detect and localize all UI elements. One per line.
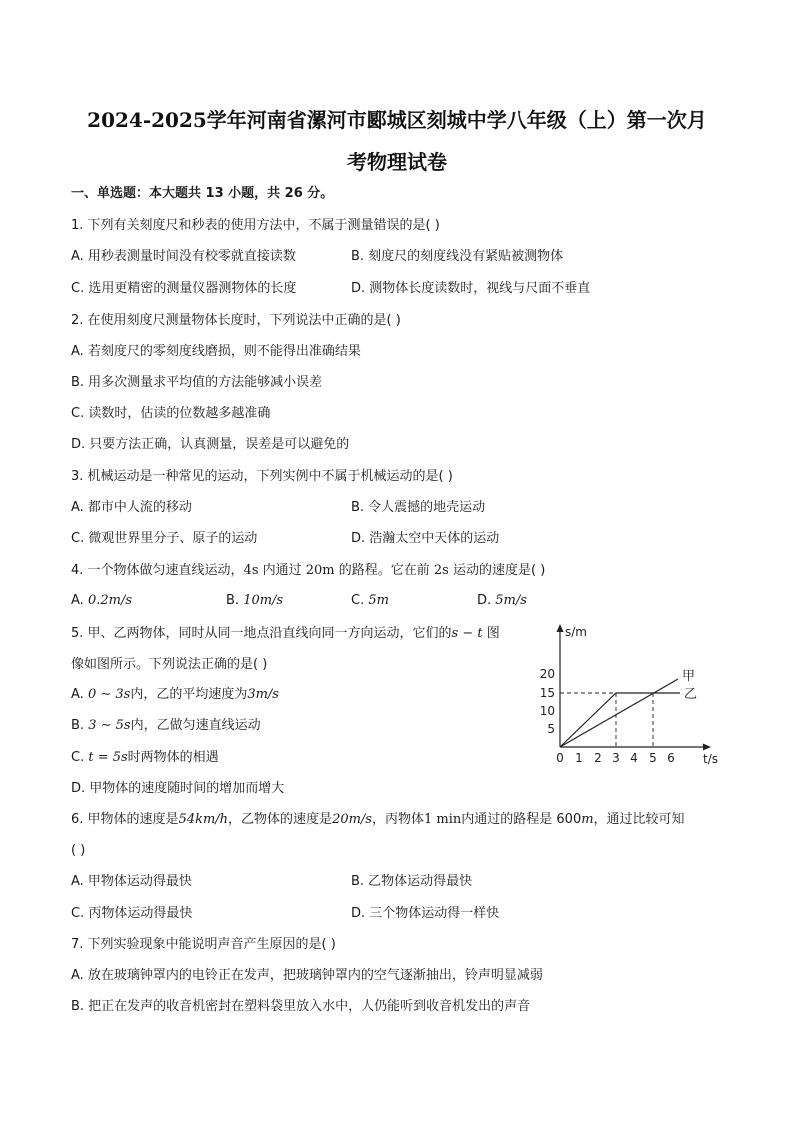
q4-time-first: 2s	[433, 563, 449, 578]
q5-stem-a: 5. 甲、乙两物体，同时从同一地点沿直线向同一方向运动，它们的	[71, 626, 452, 641]
q3-option-a: A. 都市中人流的移动	[71, 500, 192, 515]
q4-stem-d: 运动的速度是( )	[448, 563, 546, 578]
q6-speed-yi: 20m/s	[332, 812, 372, 827]
xtick-2: 2	[594, 751, 602, 765]
ytick-5: 5	[547, 722, 555, 736]
q6-stem-a: 6. 甲物体的速度是	[71, 812, 179, 827]
q5-option-b-label: B.	[71, 718, 89, 733]
q6-time: 1 min	[424, 812, 462, 827]
xtick-6: 6	[667, 751, 675, 765]
q6-stem-e: ，通过比较可知	[593, 812, 685, 827]
q5-stem-line2: 像如图所示。下列说法正确的是( )	[71, 657, 268, 672]
q6-unit: m	[581, 812, 594, 827]
q4-option-a	[71, 592, 132, 610]
q7-option-b: B. 把正在发声的收音机密封在塑料袋里放入水中，人仍能听到收音机发出的声音	[71, 999, 531, 1014]
q4-option-b	[226, 592, 283, 610]
label-yi: 乙	[684, 687, 698, 702]
q5-stem-b: 图	[482, 626, 500, 641]
q4-option-d-value: 5m/s	[495, 593, 527, 608]
q4-option-a-value: 0.2m/s	[87, 593, 132, 608]
q4-option-c	[351, 592, 389, 610]
q4-stem-b: 内通过	[258, 563, 306, 578]
xtick-4: 4	[630, 751, 638, 765]
q4-option-b-value: 10m/s	[243, 593, 284, 608]
page-title-line2: 考物理试卷	[347, 150, 447, 174]
q6-speed-jia: 54km/h	[178, 812, 229, 827]
q3-option-b: B. 令人震撼的地壳运动	[351, 500, 486, 515]
x-axis-label: t/s	[703, 752, 718, 766]
q4-time-total: 4s	[243, 563, 259, 578]
q1-option-d: D. 测物体长度读数时，视线与尺面不垂直	[351, 281, 591, 296]
q5-option-a-range: 0 ∼ 3s	[87, 687, 131, 702]
q6-option-c: C. 丙物体运动得最快	[71, 906, 193, 921]
y-axis-arrow	[557, 624, 564, 632]
q2-option-b: B. 用多次测量求平均值的方法能够减小误差	[71, 375, 323, 390]
q4-option-d-label: D.	[477, 593, 496, 608]
q5-option-a-label: A.	[71, 687, 88, 702]
q6-option-d: D. 三个物体运动得一样快	[351, 906, 500, 921]
x-axis-arrow	[703, 744, 711, 751]
q3-stem: 3. 机械运动是一种常见的运动，下列实例中不属于机械运动的是( )	[71, 469, 453, 484]
q4-option-d	[477, 592, 527, 610]
q6-stem-b: ，乙物体的速度是	[228, 812, 333, 827]
section-heading: 一、单选题：本大题共 13 小题，共 26 分。	[71, 186, 334, 201]
q7-stem: 7. 下列实验现象中能说明声音产生原因的是( )	[71, 937, 336, 952]
q3-option-c: C. 微观世界里分子、原子的运动	[71, 531, 258, 546]
q4-stem-a: 4. 一个物体做匀速直线运动，	[71, 563, 244, 578]
q6-stem-c: ，丙物体	[371, 812, 424, 827]
ytick-15: 15	[539, 686, 555, 700]
q5-option-b-text: 内，乙做匀速直线运动	[130, 718, 261, 733]
q6-stem-d: 内通过的路程是 600	[461, 812, 582, 827]
q5-option-c	[71, 749, 219, 767]
q5-option-c-time: t = 5s	[88, 750, 128, 765]
q2-option-c: C. 读数时，估读的位数越多越准确	[71, 406, 271, 421]
q4-stem-c: 的路程。它在前	[334, 563, 434, 578]
q4-option-a-label: A.	[71, 593, 88, 608]
q3-option-d: D. 浩瀚太空中天体的运动	[351, 531, 500, 546]
q5-stem-line1	[71, 625, 500, 643]
q5-option-a	[71, 686, 279, 704]
ytick-20: 20	[539, 667, 555, 681]
q6-stem-line2: ( )	[71, 843, 86, 858]
q1-stem: 1. 下列有关刻度尺和秒表的使用方法中，不属于测量错误的是( )	[71, 218, 440, 233]
q7-option-a: A. 放在玻璃钟罩内的电铃正在发声，把玻璃钟罩内的空气逐渐抽出，铃声明显减弱	[71, 968, 543, 983]
q5-st-graph	[530, 620, 730, 770]
q2-option-a: A. 若刻度尺的零刻度线磨损，则不能得出准确结果	[71, 344, 361, 359]
xtick-0: 0	[556, 751, 564, 765]
xtick-5: 5	[649, 751, 657, 765]
q6-option-a: A. 甲物体运动得最快	[71, 874, 192, 889]
q6-option-b: B. 乙物体运动得最快	[351, 874, 473, 889]
q6-stem-line1	[71, 811, 685, 829]
q5-st-symbol: s − t	[451, 626, 483, 641]
page-title-line1: 2024-2025学年河南省漯河市郾城区刻城中学八年级（上）第一次月	[87, 108, 707, 132]
line-jia	[560, 679, 678, 747]
label-jia: 甲	[682, 669, 696, 684]
q4-option-c-label: C.	[351, 593, 369, 608]
q5-option-b	[71, 717, 261, 735]
y-axis-label: s/m	[565, 625, 587, 639]
q4-option-c-value: 5m	[368, 593, 389, 608]
q4-option-b-label: B.	[226, 593, 244, 608]
q5-option-c-label: C.	[71, 750, 89, 765]
q2-stem: 2. 在使用刻度尺测量物体长度时，下列说法中正确的是( )	[71, 313, 401, 328]
q5-option-c-text: 时两物体的相遇	[127, 750, 219, 765]
ytick-10: 10	[539, 704, 555, 718]
q4-stem	[71, 562, 545, 580]
xtick-3: 3	[612, 751, 620, 765]
q5-option-a-speed: 3m/s	[247, 687, 279, 702]
q1-option-a: A. 用秒表测量时间没有校零就直接读数	[71, 249, 296, 264]
q5-option-a-text: 内，乙的平均速度为	[130, 687, 248, 702]
q5-option-b-range: 3 ∼ 5s	[88, 718, 131, 733]
q5-option-d: D. 甲物体的速度随时间的增加而增大	[71, 781, 285, 796]
q4-distance: 20m	[305, 563, 335, 578]
q2-option-d: D. 只要方法正确，认真测量，误差是可以避免的	[71, 437, 350, 452]
xtick-1: 1	[575, 751, 583, 765]
q1-option-b: B. 刻度尺的刻度线没有紧贴被测物体	[351, 249, 564, 264]
q1-option-c: C. 选用更精密的测量仪器测物体的长度	[71, 281, 297, 296]
line-yi	[560, 693, 680, 747]
